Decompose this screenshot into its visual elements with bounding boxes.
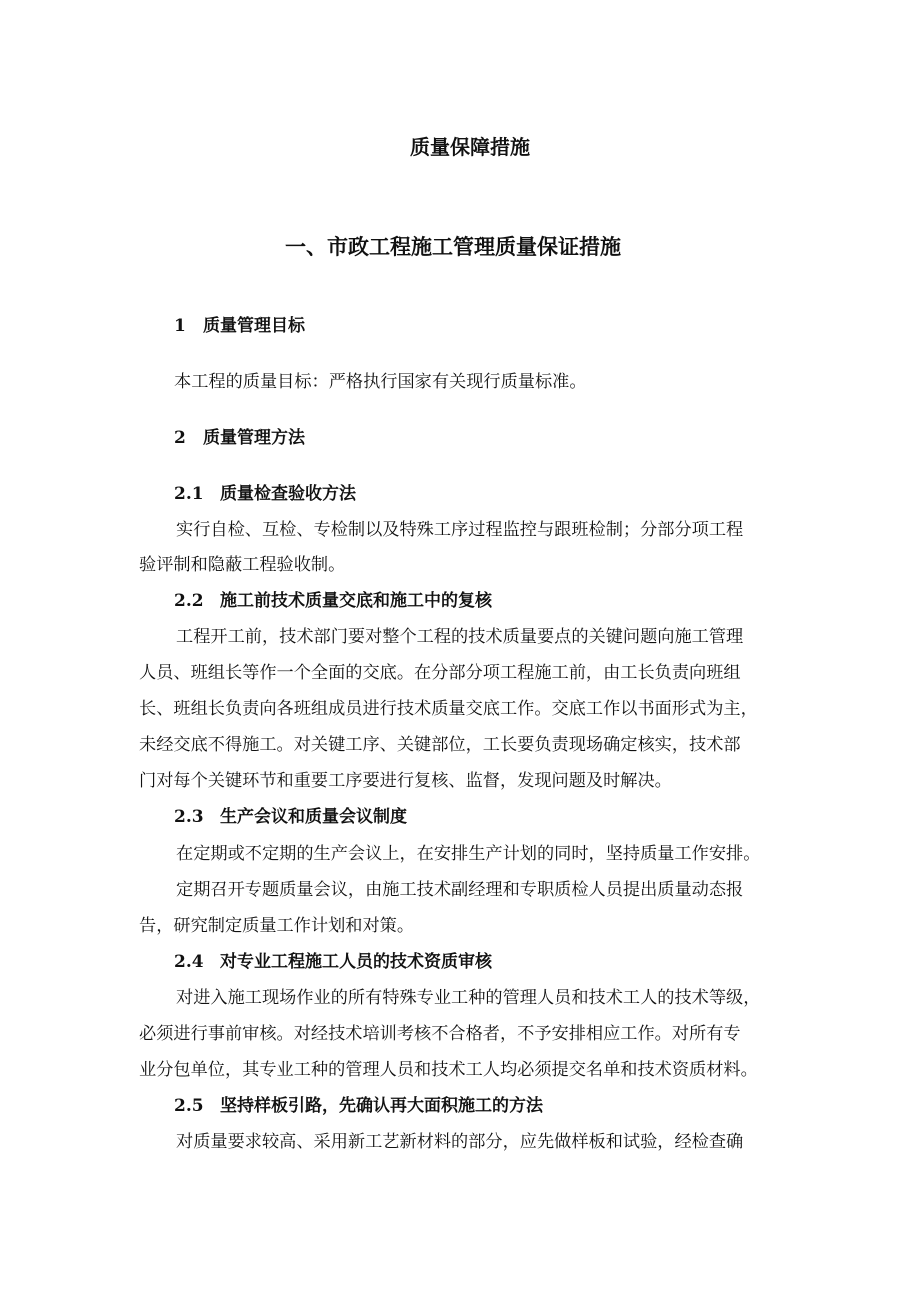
paragraph-line: 长、班组长负责向各班组成员进行技术质量交底工作。交底工作以书面形式为主， xyxy=(139,699,758,719)
paragraph-line: 业分包单位，其专业工种的管理人员和技术工人均必须提交名单和技术资质材料。 xyxy=(139,1060,758,1080)
section-number: 2.5 xyxy=(174,1096,204,1116)
section-title: 施工前技术质量交底和施工中的复核 xyxy=(220,591,492,611)
section-title: 质量管理方法 xyxy=(203,428,305,448)
section-2-2-heading xyxy=(174,593,492,610)
section-title: 质量检查验收方法 xyxy=(220,484,356,504)
paragraph-line: 工程开工前，技术部门要对整个工程的技术质量要点的关键问题向施工管理 xyxy=(176,627,744,647)
paragraph-line: 定期召开专题质量会议，由施工技术副经理和专职质检人员提出质量动态报 xyxy=(176,880,744,900)
section-number: 2.3 xyxy=(174,807,204,827)
section-title: 坚持样板引路，先确认再大面积施工的方法 xyxy=(220,1096,543,1116)
paragraph-line: 必须进行事前审核。对经技术培训考核不合格者，不予安排相应工作。对所有专 xyxy=(139,1024,741,1044)
section-title: 对专业工程施工人员的技术资质审核 xyxy=(220,952,492,972)
paragraph-line: 对进入施工现场作业的所有特殊专业工种的管理人员和技术工人的技术等级， xyxy=(176,988,761,1008)
paragraph-line: 人员、班组长等作一个全面的交底。在分部分项工程施工前，由工长负责向班组 xyxy=(139,663,741,683)
section-1-heading xyxy=(174,318,305,335)
section-title: 质量管理目标 xyxy=(203,316,305,336)
paragraph-line: 告，研究制定质量工作计划和对策。 xyxy=(139,916,415,936)
paragraph-line: 对质量要求较高、采用新工艺新材料的部分，应先做样板和试验，经检查确 xyxy=(176,1132,744,1152)
section-2-heading xyxy=(174,430,305,447)
paragraph-line: 实行自检、互检、专检制以及特殊工序过程监控与跟班检制；分部分项工程 xyxy=(176,520,744,540)
paragraph-line: 本工程的质量目标：严格执行国家有关现行质量标准。 xyxy=(174,372,587,392)
section-number: 2.4 xyxy=(174,952,204,972)
section-2-4-heading xyxy=(174,954,492,971)
section-number: 2.2 xyxy=(174,591,204,611)
paragraph-line: 门对每个关键环节和重要工序要进行复核、监督，发现问题及时解决。 xyxy=(139,771,672,791)
section-2-5-heading xyxy=(174,1098,543,1115)
paragraph-line: 在定期或不定期的生产会议上，在安排生产计划的同时，坚持质量工作安排。 xyxy=(176,844,761,864)
document-title: 质量保障措施 xyxy=(410,135,530,159)
section-number: 1 xyxy=(174,316,186,336)
section-number: 2 xyxy=(174,428,186,448)
section-2-1-heading xyxy=(174,486,356,503)
paragraph-line: 未经交底不得施工。对关键工序、关键部位，工长要负责现场确定核实，技术部 xyxy=(139,735,741,755)
chapter-heading: 一、市政工程施工管理质量保证措施 xyxy=(285,234,621,259)
section-2-3-heading xyxy=(174,809,407,826)
section-title: 生产会议和质量会议制度 xyxy=(220,807,407,827)
paragraph-line: 验评制和隐蔽工程验收制。 xyxy=(139,555,346,575)
section-number: 2.1 xyxy=(174,484,204,504)
